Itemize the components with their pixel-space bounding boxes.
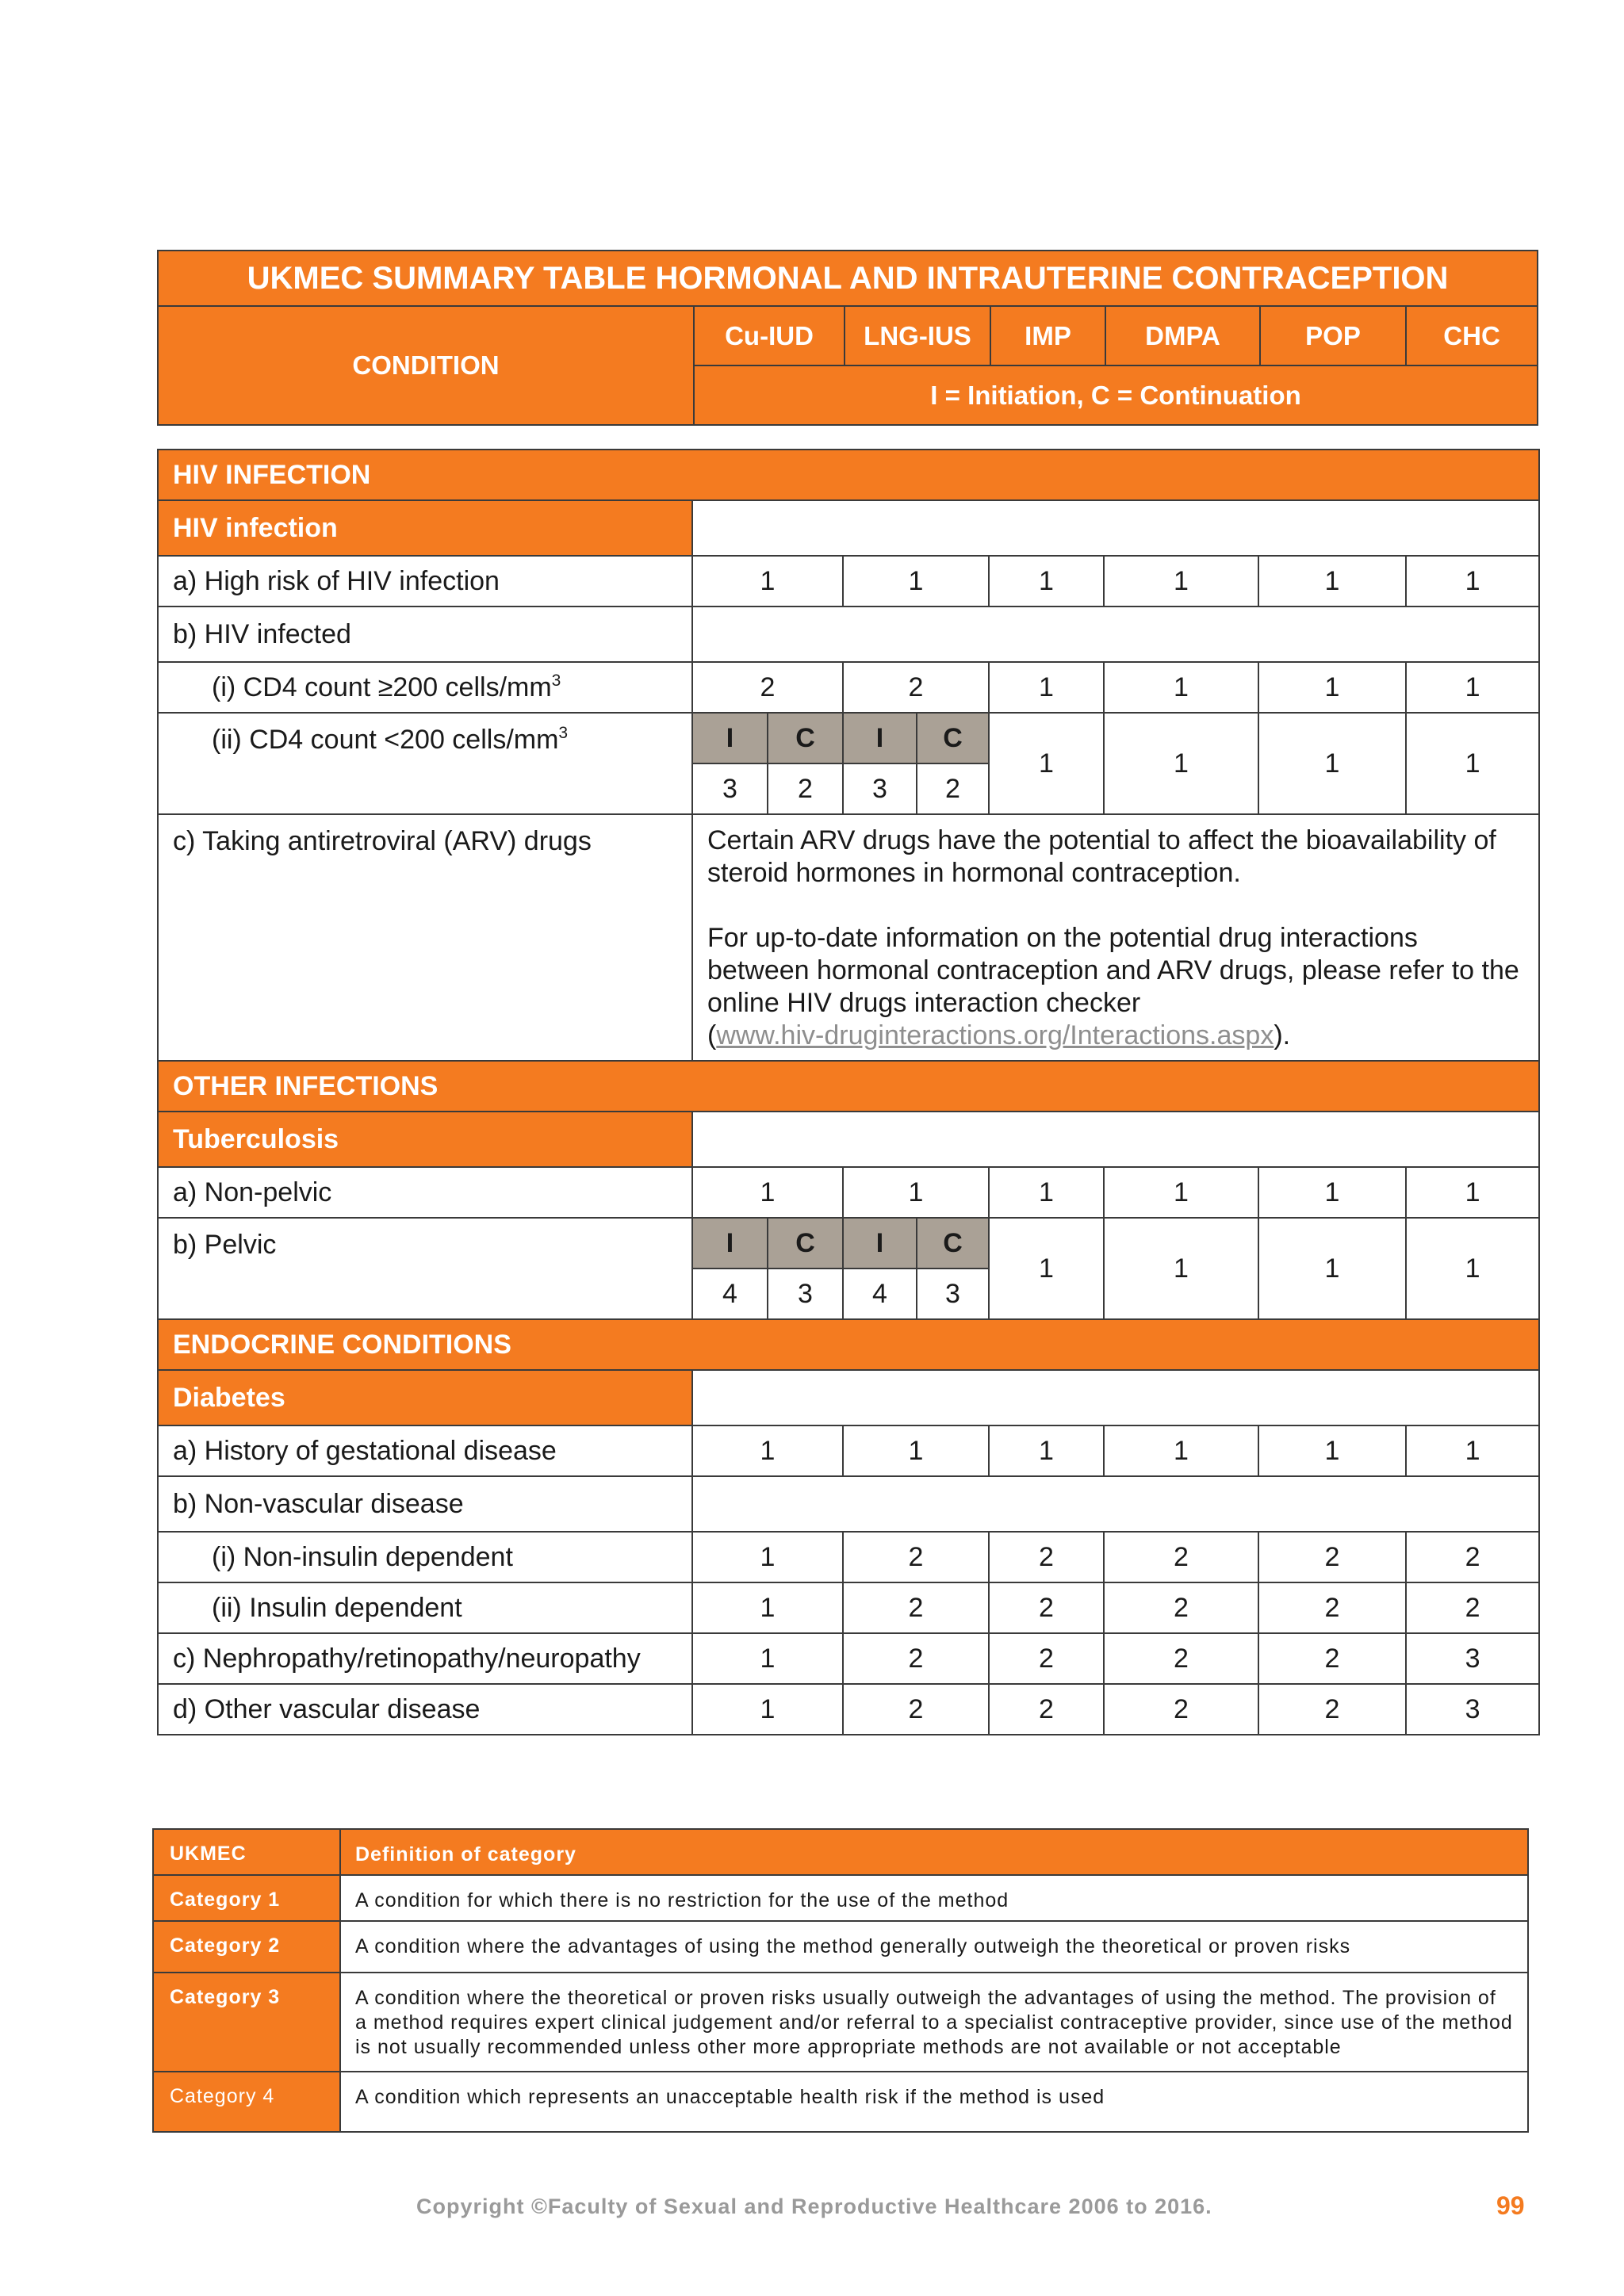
category-definition: A condition for which there is no restriction for the use of the method xyxy=(340,1875,1528,1921)
value-chc: 1 xyxy=(1406,1425,1539,1476)
condition-label: b) Non-vascular disease xyxy=(158,1476,692,1532)
value-dmpa: 1 xyxy=(1104,556,1258,607)
value-chc: 3 xyxy=(1406,1633,1539,1684)
table-row xyxy=(158,1633,1539,1684)
value-lng-ius: 2 xyxy=(843,1582,989,1633)
group-title-diabetes: Diabetes xyxy=(158,1370,692,1425)
value-cu-iud: 1 xyxy=(692,1532,843,1582)
value-dmpa: 1 xyxy=(1104,1167,1258,1218)
value-pop: 1 xyxy=(1258,662,1406,713)
value-imp: 2 xyxy=(989,1633,1104,1684)
continuation-header: C xyxy=(768,713,843,763)
condition-label: c) Nephropathy/retinopathy/neuropathy xyxy=(158,1633,692,1684)
legend-header-ukmec: UKMEC xyxy=(153,1829,340,1875)
section-title-other-infections: OTHER INFECTIONS xyxy=(158,1061,1539,1112)
empty-cell xyxy=(692,1370,1539,1425)
initiation-header: I xyxy=(843,1218,917,1269)
value-dmpa: 2 xyxy=(1104,1684,1258,1735)
continuation-header: C xyxy=(917,713,989,763)
value-dmpa: 1 xyxy=(1104,1425,1258,1476)
interactions-checker-link[interactable]: www.hiv-druginteractions.org/Interactions.aspx xyxy=(716,1020,1274,1050)
method-header-cu-iud: Cu-IUD xyxy=(694,306,845,365)
method-header-dmpa: DMPA xyxy=(1105,306,1260,365)
table-row xyxy=(158,1582,1539,1633)
legend-header-definition: Definition of category xyxy=(340,1829,1528,1875)
condition-label: a) Non-pelvic xyxy=(158,1167,692,1218)
value-imp: 1 xyxy=(989,1425,1104,1476)
page-number: 99 xyxy=(1496,2191,1525,2220)
section-title-endocrine: ENDOCRINE CONDITIONS xyxy=(158,1319,1539,1370)
value-dmpa: 1 xyxy=(1104,662,1258,713)
value-cu-iud-initiation: 4 xyxy=(692,1269,768,1319)
arv-note-paragraph: Certain ARV drugs have the potential to affect the bioavailability of steroid hormones in hormonal contraception. xyxy=(707,825,1496,888)
category-label: Category 1 xyxy=(153,1875,340,1921)
table-row xyxy=(158,556,1539,607)
value-lng-ius: 2 xyxy=(843,1633,989,1684)
group-title-hiv-infection: HIV infection xyxy=(158,500,692,556)
table-row xyxy=(158,662,1539,713)
value-lng-ius-initiation: 3 xyxy=(843,763,917,814)
value-pop: 1 xyxy=(1258,1425,1406,1476)
method-header-imp: IMP xyxy=(990,306,1105,365)
value-pop: 2 xyxy=(1258,1532,1406,1582)
value-imp: 1 xyxy=(989,1167,1104,1218)
value-cu-iud: 2 xyxy=(692,662,843,713)
copyright-footer: Copyright ©Faculty of Sexual and Reproductive Healthcare 2006 to 2016. xyxy=(416,2195,1212,2218)
value-lng-ius: 1 xyxy=(843,556,989,607)
value-pop: 1 xyxy=(1258,556,1406,607)
table-row xyxy=(158,1532,1539,1582)
empty-cell xyxy=(692,1476,1539,1532)
category-label: Category 2 xyxy=(153,1921,340,1973)
condition-label: b) Pelvic xyxy=(158,1218,692,1319)
value-chc: 1 xyxy=(1406,662,1539,713)
condition-label: (ii) CD4 count <200 cells/$mm^3$ xyxy=(158,713,692,814)
value-chc: 1 xyxy=(1406,713,1539,814)
value-lng-ius-continuation: 3 xyxy=(917,1269,989,1319)
condition-label: (ii) Insulin dependent xyxy=(158,1582,692,1633)
table-row xyxy=(158,1425,1539,1476)
value-imp: 2 xyxy=(989,1532,1104,1582)
value-chc: 1 xyxy=(1406,556,1539,607)
value-imp: 2 xyxy=(989,1582,1104,1633)
table-row xyxy=(158,1476,1539,1532)
value-lng-ius-continuation: 2 xyxy=(917,763,989,814)
value-imp: 1 xyxy=(989,556,1104,607)
value-imp: 1 xyxy=(989,1218,1104,1319)
value-dmpa: 2 xyxy=(1104,1532,1258,1582)
table-row xyxy=(158,1167,1539,1218)
condition-label: (i) CD4 count ≥200 cells/$mm^3$ xyxy=(158,662,692,713)
category-definitions-table xyxy=(152,1828,1529,2133)
table-row xyxy=(158,814,1539,1061)
category-definition: A condition which represents an unacceptable health risk if the method is used xyxy=(340,2072,1528,2132)
value-dmpa: 1 xyxy=(1104,1218,1258,1319)
initiation-header: I xyxy=(692,713,768,763)
value-cu-iud: 1 xyxy=(692,1582,843,1633)
continuation-header: C xyxy=(768,1218,843,1269)
value-pop: 1 xyxy=(1258,713,1406,814)
value-chc: 1 xyxy=(1406,1167,1539,1218)
conditions-table xyxy=(157,449,1540,1735)
condition-label: c) Taking antiretroviral (ARV) drugs xyxy=(158,814,692,1061)
condition-column-header: CONDITION xyxy=(158,306,694,425)
value-cu-iud: 1 xyxy=(692,1633,843,1684)
table-row xyxy=(158,1684,1539,1735)
value-cu-iud: 1 xyxy=(692,1425,843,1476)
empty-cell xyxy=(692,607,1539,662)
value-pop: 1 xyxy=(1258,1218,1406,1319)
legend-row xyxy=(153,1921,1528,1973)
empty-cell xyxy=(692,500,1539,556)
initiation-header: I xyxy=(692,1218,768,1269)
value-pop: 2 xyxy=(1258,1684,1406,1735)
condition-label: b) HIV infected xyxy=(158,607,692,662)
group-title-tuberculosis: Tuberculosis xyxy=(158,1112,692,1167)
category-label: Category 3 xyxy=(153,1973,340,2072)
value-cu-iud-initiation: 3 xyxy=(692,763,768,814)
value-cu-iud-continuation: 2 xyxy=(768,763,843,814)
arv-note xyxy=(692,814,1539,1061)
condition-label: d) Other vascular disease xyxy=(158,1684,692,1735)
category-label: Category 4 xyxy=(153,2072,340,2132)
legend-row xyxy=(153,2072,1528,2132)
value-pop: 1 xyxy=(1258,1167,1406,1218)
category-definition: A condition where the advantages of using the method generally outweigh the theoretical or proven risks xyxy=(340,1921,1528,1973)
value-lng-ius: 1 xyxy=(843,1425,989,1476)
legend-row xyxy=(153,1875,1528,1921)
initiation-header: I xyxy=(843,713,917,763)
condition-label: a) High risk of HIV infection xyxy=(158,556,692,607)
value-chc: 3 xyxy=(1406,1684,1539,1735)
table-row xyxy=(158,713,1539,763)
empty-cell xyxy=(692,1112,1539,1167)
continuation-header: C xyxy=(917,1218,989,1269)
value-lng-ius-initiation: 4 xyxy=(843,1269,917,1319)
method-header-lng-ius: LNG-IUS xyxy=(845,306,990,365)
section-title-hiv: HIV INFECTION xyxy=(158,450,1539,500)
table-row xyxy=(158,1218,1539,1269)
value-lng-ius: 2 xyxy=(843,662,989,713)
value-chc: 1 xyxy=(1406,1218,1539,1319)
value-imp: 2 xyxy=(989,1684,1104,1735)
table-row xyxy=(158,607,1539,662)
condition-label: a) History of gestational disease xyxy=(158,1425,692,1476)
value-dmpa: 1 xyxy=(1104,713,1258,814)
value-cu-iud: 1 xyxy=(692,1167,843,1218)
value-lng-ius: 2 xyxy=(843,1684,989,1735)
legend-row xyxy=(153,1973,1528,2072)
arv-note-paragraph: For up-to-date information on the potential drug interactions between hormonal contraception and ARV drugs, please refer to the online HIV drugs interaction checker (www.hiv-druginteractions.org/Interactions.aspx). xyxy=(707,923,1519,1050)
value-cu-iud-continuation: 3 xyxy=(768,1269,843,1319)
category-definition: A condition where the theoretical or proven risks usually outweigh the advantages of using the method. The provision of a method requires expert clinical judgement and/or referral to a specialist contraceptive provider, since use of the method is not usually recommended unless other more appropriate methods are not available or not acceptable xyxy=(340,1973,1528,2072)
value-lng-ius: 1 xyxy=(843,1167,989,1218)
summary-header-table xyxy=(157,250,1538,426)
value-chc: 2 xyxy=(1406,1532,1539,1582)
value-dmpa: 2 xyxy=(1104,1582,1258,1633)
value-cu-iud: 1 xyxy=(692,1684,843,1735)
value-imp: 1 xyxy=(989,713,1104,814)
table-title: UKMEC SUMMARY TABLE HORMONAL AND INTRAUTERINE CONTRACEPTION xyxy=(158,251,1538,306)
value-pop: 2 xyxy=(1258,1582,1406,1633)
method-header-chc: CHC xyxy=(1406,306,1538,365)
initiation-continuation-legend: I = Initiation, C = Continuation xyxy=(694,365,1538,425)
method-header-pop: POP xyxy=(1260,306,1406,365)
value-cu-iud: 1 xyxy=(692,556,843,607)
value-imp: 1 xyxy=(989,662,1104,713)
value-dmpa: 2 xyxy=(1104,1633,1258,1684)
condition-label: (i) Non-insulin dependent xyxy=(158,1532,692,1582)
value-lng-ius: 2 xyxy=(843,1532,989,1582)
value-pop: 2 xyxy=(1258,1633,1406,1684)
value-chc: 2 xyxy=(1406,1582,1539,1633)
